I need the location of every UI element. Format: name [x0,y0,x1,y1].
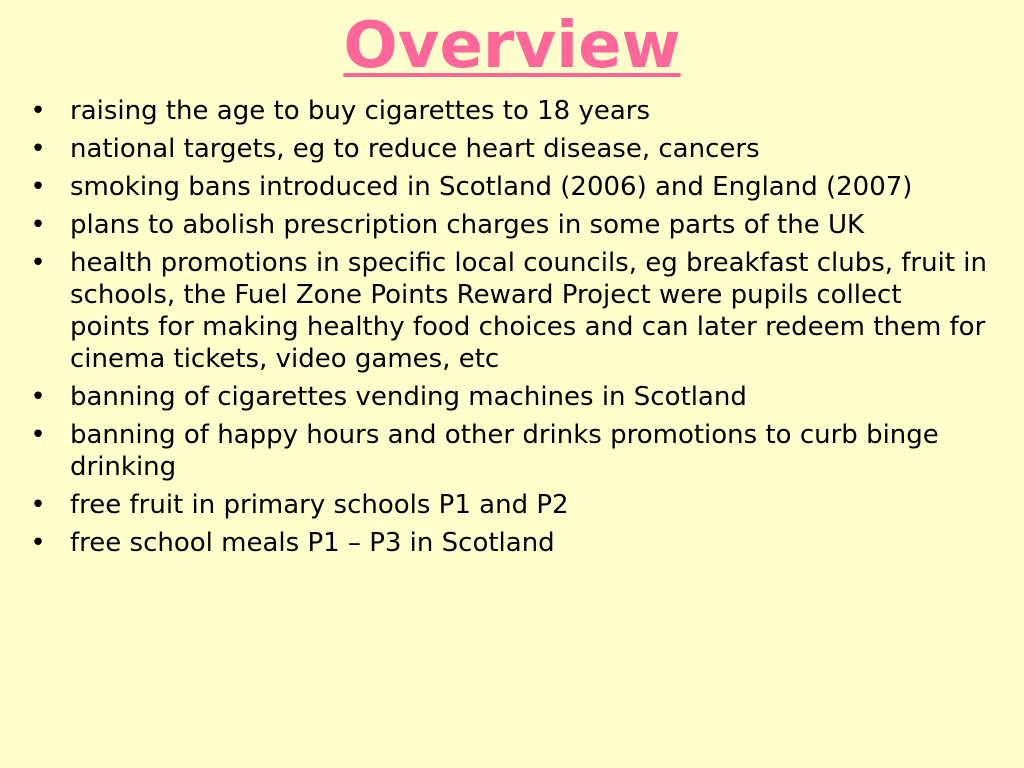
bullet-text: health promotions in specific local councils, eg breakfast clubs, fruit in schools, the Fuel Zone Points Reward Project were pupils collect points for making healthy food choices and can later redeem them for cinema tickets, video games, etc [70,248,987,374]
bullet-icon: • [30,96,46,126]
bullet-item [28,527,988,559]
bullet-icon: • [30,382,46,412]
bullet-list [28,95,988,565]
bullet-text: raising the age to buy cigarettes to 18 years [70,96,651,126]
bullet-item [28,489,988,521]
bullet-text: banning of cigarettes vending machines in Scotland [70,382,747,412]
bullet-icon: • [30,134,46,164]
bullet-item [28,133,988,165]
bullet-icon: • [30,248,46,278]
bullet-item [28,419,988,483]
bullet-item [28,95,988,127]
bullet-icon: • [30,490,46,520]
bullet-item [28,247,988,375]
bullet-text: free school meals P1 – P3 in Scotland [70,528,555,558]
bullet-item [28,381,988,413]
bullet-icon: • [30,210,46,240]
bullet-text: banning of happy hours and other drinks promotions to curb binge drinking [70,420,939,482]
bullet-text: smoking bans introduced in Scotland (2006) and England (2007) [70,172,913,202]
bullet-icon: • [30,172,46,202]
bullet-text: national targets, eg to reduce heart disease, cancers [70,134,760,164]
bullet-icon: • [30,528,46,558]
slide-title: Overview [343,9,681,83]
bullet-text: plans to abolish prescription charges in some parts of the UK [70,210,865,240]
bullet-icon: • [30,420,46,450]
bullet-item [28,171,988,203]
bullet-item [28,209,988,241]
bullet-text: free fruit in primary schools P1 and P2 [70,490,569,520]
